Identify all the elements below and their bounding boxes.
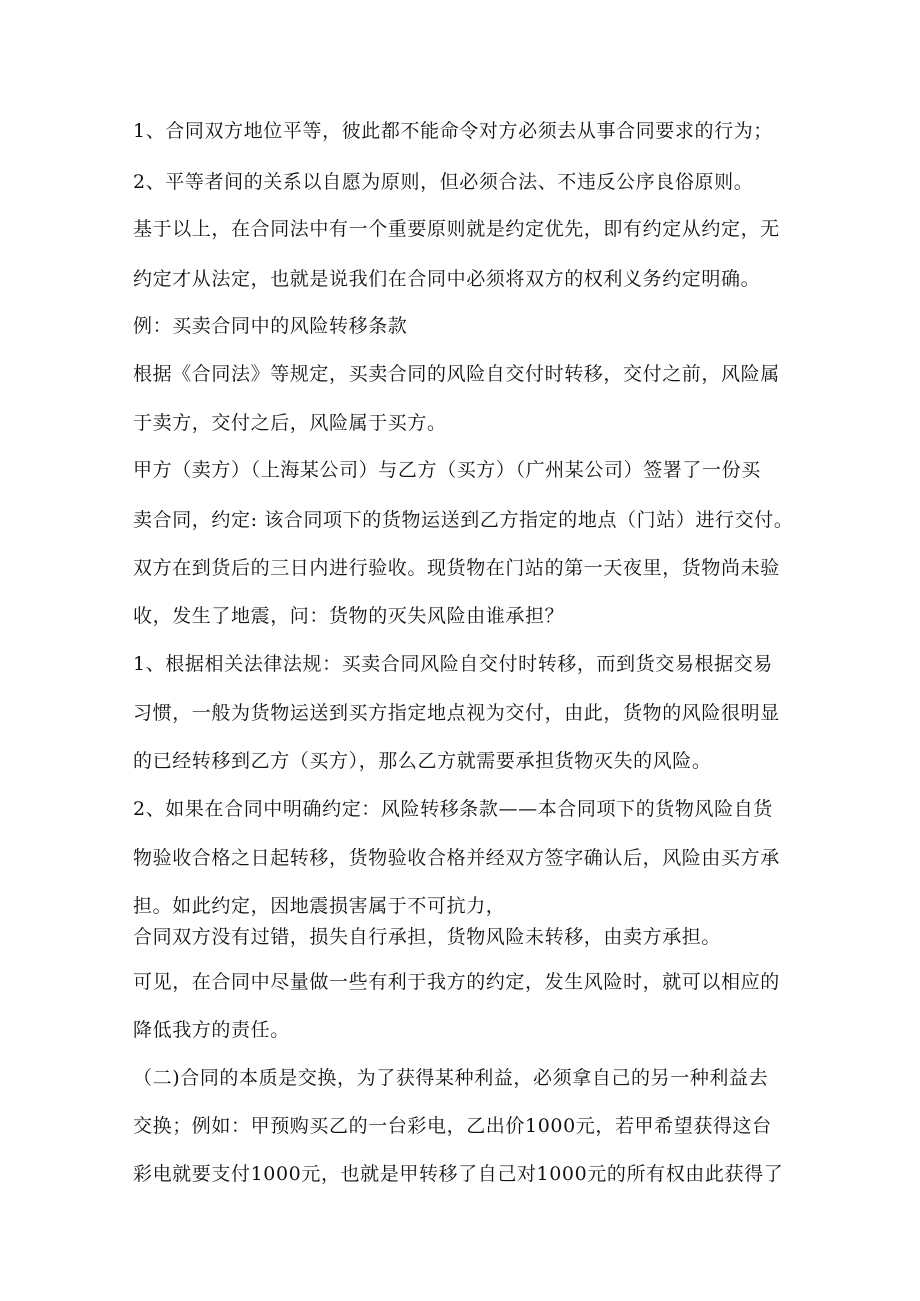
text-line: 物验收合格之日起转移，货物验收合格并经双方签字确认后，风险由买方承	[133, 847, 780, 869]
text-line: （二)合同的本质是交换，为了获得某种利益，必须拿自己的另一种利益去	[133, 1067, 769, 1089]
text-line: 双方在到货后的三日内进行验收。现货物在门站的第一天夜里，货物尚未验	[133, 557, 780, 579]
text-line: 2、平等者间的关系以自愿为原则，但必须合法、不违反公序良俗原则。	[133, 171, 754, 193]
text-line: 的已经转移到乙方（买方），那么乙方就需要承担货物灭失的风险。	[133, 750, 712, 772]
text-line: 2、如果在合同中明确约定：风险转移条款——本合同项下的货物风险自货	[133, 798, 773, 820]
text-line: 收，发生了地震，问：货物的灭失风险由谁承担？	[133, 605, 565, 627]
text-line: 交换；例如：甲预购买乙的一台彩电，乙出价1000元，若甲希望获得这台	[133, 1115, 772, 1137]
text-line: 可见，在合同中尽量做一些有利于我方的约定，发生风险时，就可以相应的	[133, 971, 780, 993]
text-line: 甲方（卖方）（上海某公司）与乙方（买方）（广州某公司）签署了一份买	[133, 459, 761, 481]
text-line: 1、根据相关法律法规：买卖合同风险自交付时转移，而到货交易根据交易	[133, 653, 773, 675]
text-line: 卖合同，约定: 该合同项下的货物运送到乙方指定的地点（门站）进行交付。	[133, 509, 794, 531]
text-line: 彩电就要支付1000元，也就是甲转移了自己对1000元的所有权由此获得了	[133, 1163, 784, 1185]
text-line: 例：买卖合同中的风险转移条款	[133, 315, 408, 337]
text-line: 根据《合同法》等规定，买卖合同的风险自交付时转移，交付之前，风险属	[133, 363, 780, 385]
text-line: 约定才从法定，也就是说我们在合同中必须将双方的权利义务约定明确。	[133, 268, 761, 290]
text-line: 担。如此约定，因地震损害属于不可抗力，	[133, 895, 506, 917]
text-line: 基于以上，在合同法中有一个重要原则就是约定优先，即有约定从约定，无	[133, 218, 780, 240]
text-line: 1、合同双方地位平等，彼此都不能命令对方必须去从事合同要求的行为；	[133, 120, 773, 142]
text-line: 习惯，一般为货物运送到买方指定地点视为交付，由此，货物的风险很明显	[133, 702, 780, 724]
text-line: 于卖方，交付之后，风险属于买方。	[133, 412, 447, 434]
text-line: 合同双方没有过错，损失自行承担，货物风险未转移，由卖方承担。	[133, 926, 722, 948]
text-line: 降低我方的责任。	[133, 1019, 290, 1041]
